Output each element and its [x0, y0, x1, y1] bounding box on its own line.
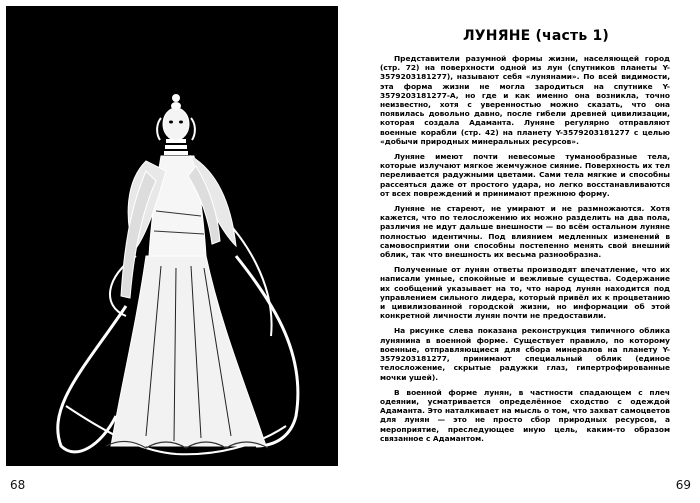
- illustration-panel: [6, 6, 338, 466]
- paragraph: Полученные от лунян ответы производят впечатление, что их написали умные, спокойные и вежливые существа. Содержание их сообщений указывает на то, что народ лунян находится под управлением сильного лидера, который привёл их к процветанию и цивилизованной городской жизни, но информации об этой конкретной личности лунян почти не предоставили.: [380, 265, 670, 321]
- page-number-left: 68: [10, 478, 26, 492]
- paragraph: Представители разумной формы жизни, населяющей город (стр. 72) на поверхности одной из лун (спутников планеты Y-3579203181277), называют себя «лунянами». По всей видимости, эта форма жизни не могла зародиться на спутнике Y-3579203181277-A, но где и как именно она возникла, точно неизвестно, хотя с уверенностью можно сказать, что она появилась довольно давно, после гибели древней цивилизации, которая создала Адаманта. Луняне регулярно отправляют военные корабли (стр. 42) на планету Y-3579203181277 с целью «добычи природных минеральных ресурсов».: [380, 54, 670, 146]
- paragraph: Луняне имеют почти невесомые туманообразные тела, которые излучают мягкое жемчужное сияние. Поверхность их тел переливается радужными цветами. Сами тела мягкие и способны рассеяться даже от простого удара, но легко восстанавливаются от всех повреждений и принимают прежнюю форму.: [380, 152, 670, 198]
- paragraph: В военной форме лунян, в частности спадающем с плеч одеянии, усматривается определённое сходство с одеждой Адаманта. Это наталкивает на мысль о том, что захват самоцветов для лунян — это не просто сбор природных ресурсов, а мероприятие, преследующее иную цель, каким-то образом связанное с Адамантом.: [380, 387, 670, 443]
- page-number-right: 69: [675, 478, 691, 492]
- text-page: [352, 10, 692, 470]
- paragraph: На рисунке слева показана реконструкция типичного облика лунянина в военной форме. Существует правило, по которому военные, отправляющиеся для сбора минералов на планету Y-3579203181277, принимают специальный облик (единое телосложение, скрытые радужки глаз, гипертрофированные мочки ушей).: [380, 326, 670, 382]
- lunianin-illustration: [6, 6, 338, 466]
- page-title: ЛУНЯНЕ (часть 1): [462, 28, 609, 44]
- article-body: [380, 54, 670, 443]
- paragraph: Луняне не стареют, не умирают и не размножаются. Хотя кажется, что по телосложению их можно разделить на два пола, различия не идут дальше внешности — во всём остальном луняне полностью идентичны. Под влиянием медленных изменений в самовосприятии они способны постепенно менять свой внешний облик, так что внешность их весьма разнообразна.: [380, 204, 670, 260]
